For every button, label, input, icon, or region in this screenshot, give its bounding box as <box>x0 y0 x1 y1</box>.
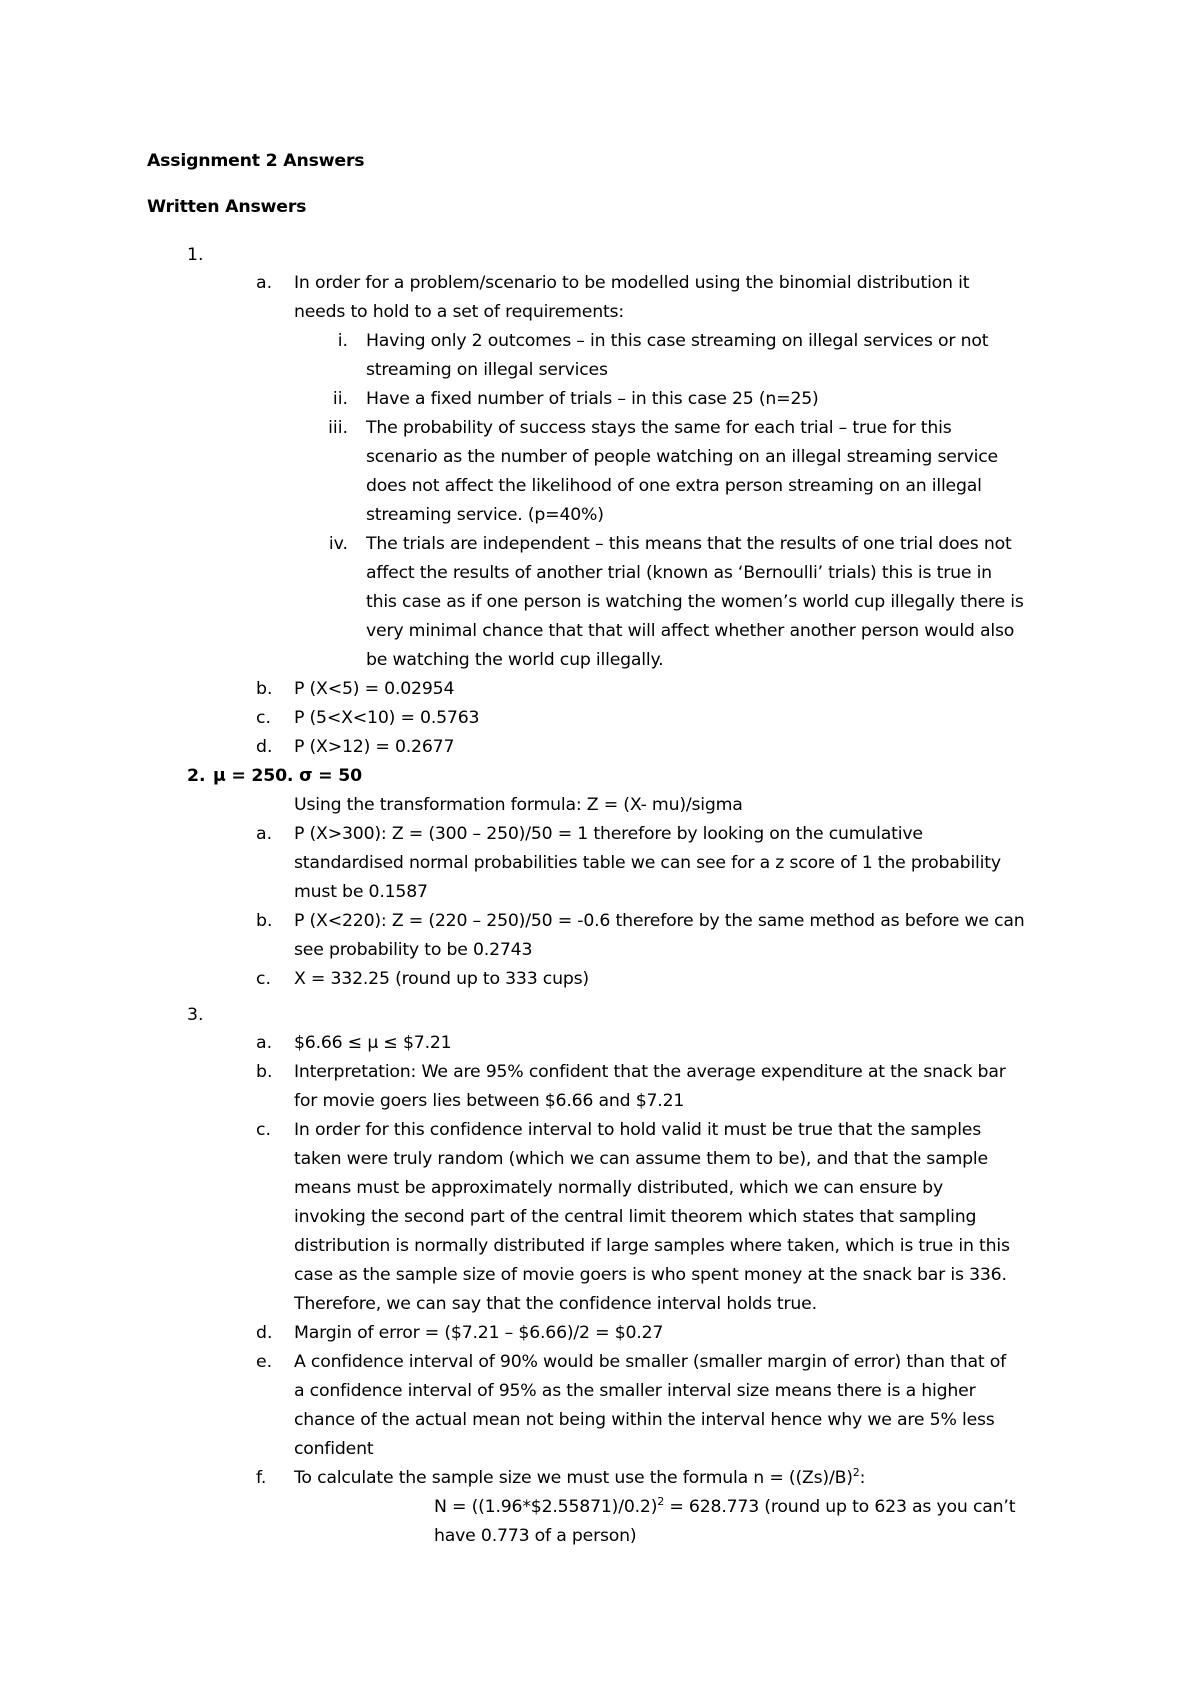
question-number: 1. <box>187 245 204 265</box>
exponent: 2 <box>852 1466 860 1480</box>
list-marker: e. <box>256 1352 273 1372</box>
answer-text: A confidence interval of 90% would be smaller (smaller margin of error) than that of <box>294 1352 1006 1372</box>
answer-text: means must be approximately normally distributed, which we can ensure by <box>294 1178 943 1198</box>
list-marker: a. <box>256 824 273 844</box>
answer-text: Have a fixed number of trials – in this case 25 (n=25) <box>366 389 819 409</box>
answer-text: taken were truly random (which we can assume them to be), and that the sample <box>294 1149 988 1169</box>
list-marker: c. <box>256 1120 271 1140</box>
formula-text: N = ((1.96*$2.55871)/0.2) <box>434 1497 658 1517</box>
list-marker: b. <box>256 1062 273 1082</box>
answer-text: does not affect the likelihood of one extra person streaming on an illegal <box>366 476 982 496</box>
answer-text: for movie goers lies between $6.66 and $7.21 <box>294 1091 685 1111</box>
list-marker: iii. <box>328 418 348 438</box>
answer-text: P (X<220): Z = (220 – 250)/50 = -0.6 therefore by the same method as before we can <box>294 911 1025 931</box>
answer-text: In order for this confidence interval to hold valid it must be true that the samples <box>294 1120 982 1140</box>
answer-text: very minimal chance that that will affect whether another person would also <box>366 621 1015 641</box>
formula-text: : <box>859 1468 866 1488</box>
list-marker: f. <box>256 1468 267 1488</box>
question-number: 3. <box>187 1005 204 1025</box>
formula-line <box>434 1496 1015 1518</box>
answer-text: Having only 2 outcomes – in this case streaming on illegal services or not <box>366 331 989 351</box>
answer-text: a confidence interval of 95% as the smaller interval size means there is a higher <box>294 1381 976 1401</box>
list-marker: iv. <box>328 534 348 554</box>
formula-text: To calculate the sample size we must use the formula n = ((Zs)/B) <box>294 1468 853 1488</box>
answer-text: invoking the second part of the central limit theorem which states that sampling <box>294 1207 977 1227</box>
list-marker: d. <box>256 737 273 757</box>
list-marker: b. <box>256 679 273 699</box>
answer-text: Margin of error = ($7.21 – $6.66)/2 = $0.27 <box>294 1323 664 1343</box>
answer-text: be watching the world cup illegally. <box>366 650 664 670</box>
section-heading: Written Answers <box>147 197 307 217</box>
answer-text: scenario as the number of people watching on an illegal streaming service <box>366 447 998 467</box>
list-marker: c. <box>256 969 271 989</box>
list-marker: b. <box>256 911 273 931</box>
list-marker: a. <box>256 1033 273 1053</box>
answer-text: Therefore, we can say that the confidence interval holds true. <box>294 1294 817 1314</box>
answer-text: Using the transformation formula: Z = (X- mu)/sigma <box>294 795 743 815</box>
answer-text: see probability to be 0.2743 <box>294 940 533 960</box>
answer-text: have 0.773 of a person) <box>434 1526 637 1546</box>
answer-text: chance of the actual mean not being within the interval hence why we are 5% less <box>294 1410 995 1430</box>
answer-text: P (X<5) = 0.02954 <box>294 679 455 699</box>
answer-text: P (X>12) = 0.2677 <box>294 737 455 757</box>
formula-text: = 628.773 (round up to 623 as you can’t <box>664 1497 1016 1517</box>
list-marker: a. <box>256 273 273 293</box>
answer-text: this case as if one person is watching the women’s world cup illegally there is <box>366 592 1024 612</box>
answer-text: needs to hold to a set of requirements: <box>294 302 624 322</box>
answer-text: Interpretation: We are 95% confident that the average expenditure at the snack bar <box>294 1062 1006 1082</box>
list-marker: c. <box>256 708 271 728</box>
answer-text: $6.66 ≤ μ ≤ $7.21 <box>294 1033 452 1053</box>
answer-text: In order for a problem/scenario to be modelled using the binomial distribution it <box>294 273 970 293</box>
list-marker: i. <box>337 331 348 351</box>
exponent: 2 <box>657 1495 665 1509</box>
answer-text: case as the sample size of movie goers is who spent money at the snack bar is 336. <box>294 1265 1007 1285</box>
question-header: μ = 250. σ = 50 <box>213 766 362 786</box>
list-marker: ii. <box>332 389 348 409</box>
formula-line <box>294 1467 865 1489</box>
answer-text: must be 0.1587 <box>294 882 428 902</box>
answer-text: streaming on illegal services <box>366 360 608 380</box>
answer-text: X = 332.25 (round up to 333 cups) <box>294 969 589 989</box>
list-marker: d. <box>256 1323 273 1343</box>
answer-text: confident <box>294 1439 374 1459</box>
answer-text: affect the results of another trial (known as ‘Bernoulli’ trials) this is true in <box>366 563 992 583</box>
answer-text: P (5<X<10) = 0.5763 <box>294 708 480 728</box>
document-title: Assignment 2 Answers <box>147 151 365 171</box>
question-number: 2. <box>187 766 206 786</box>
answer-text: P (X>300): Z = (300 – 250)/50 = 1 therefore by looking on the cumulative <box>294 824 923 844</box>
answer-text: streaming service. (p=40%) <box>366 505 604 525</box>
answer-text: distribution is normally distributed if large samples where taken, which is true in this <box>294 1236 1010 1256</box>
answer-text: The probability of success stays the same for each trial – true for this <box>366 418 952 438</box>
answer-text: standardised normal probabilities table we can see for a z score of 1 the probability <box>294 853 1001 873</box>
answer-text: The trials are independent – this means that the results of one trial does not <box>366 534 1012 554</box>
